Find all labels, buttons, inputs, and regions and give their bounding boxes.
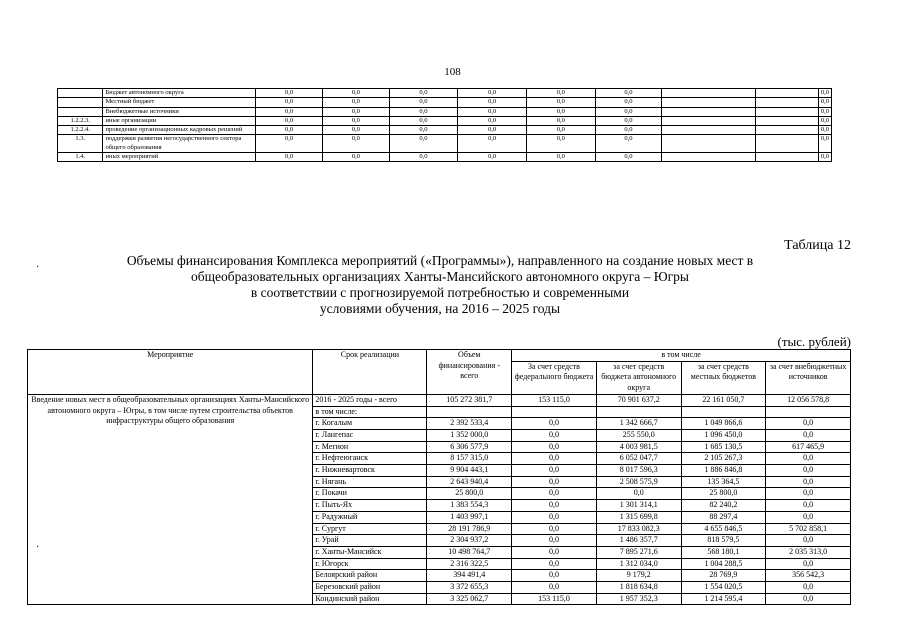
cell-local: 1 004 288,5	[681, 558, 766, 570]
header-volume: Объем финансирования - всего	[427, 350, 512, 395]
row-value: 0,0	[595, 89, 662, 98]
row-value	[756, 89, 819, 98]
cell-regional: 1 312 034,0	[596, 558, 681, 570]
row-value: 0,0	[322, 98, 389, 107]
row-number	[58, 89, 103, 98]
cell-local: 1 214 595,4	[681, 593, 766, 605]
cell-extra: 0,0	[766, 465, 851, 477]
cell-regional: 1 342 666,7	[596, 418, 681, 430]
cell-volume: 2 643 940,4	[427, 476, 512, 488]
cell-local: 568 180,1	[681, 546, 766, 558]
table-row	[58, 135, 832, 153]
cell-regional: 9 179,2	[596, 570, 681, 582]
row-value: 0,0	[818, 126, 831, 135]
cell-local: 1 554 020,5	[681, 582, 766, 594]
row-value: 0,0	[526, 107, 595, 116]
row-value: 0,0	[526, 135, 595, 153]
row-value: 0,0	[595, 98, 662, 107]
table-row	[58, 98, 832, 107]
row-number	[58, 98, 103, 107]
cell-federal: 0,0	[512, 523, 597, 535]
cell-extra: 0,0	[766, 558, 851, 570]
cell-federal: 0,0	[512, 535, 597, 547]
row-value: 0,0	[389, 107, 458, 116]
cell-volume: 2 316 322,5	[427, 558, 512, 570]
table-title	[60, 253, 820, 317]
cell-regional: 17 833 082,3	[596, 523, 681, 535]
cell-local: 1 049 866,6	[681, 418, 766, 430]
row-value	[756, 153, 819, 162]
row-value: 0,0	[256, 89, 323, 98]
header-local: за счет средств местных бюджетов	[681, 361, 766, 394]
cell-extra: 0,0	[766, 488, 851, 500]
cell-regional: 1 818 634,8	[596, 582, 681, 594]
cell-local: 82 240,2	[681, 500, 766, 512]
row-value	[756, 107, 819, 116]
cell-regional: 6 052 047,7	[596, 453, 681, 465]
row-number: 1.4.	[58, 153, 103, 162]
cell-name: г. Нижневартовск	[313, 465, 427, 477]
total-volume: 105 272 381,7	[427, 394, 512, 406]
row-value: 0,0	[458, 89, 527, 98]
cell-local: 818 579,5	[681, 535, 766, 547]
cell-regional: 8 017 596,3	[596, 465, 681, 477]
continuation-table	[57, 88, 832, 162]
cell-extra: 0,0	[766, 453, 851, 465]
title-line: Объемы финансирования Комплекса мероприятий («Программы»), направленного на создание новых мест в	[126, 253, 754, 268]
header-period: Срок реализации	[313, 350, 427, 395]
cell-federal: 0,0	[512, 453, 597, 465]
total-period: 2016 - 2025 годы - всего	[313, 394, 427, 406]
empty-cell	[662, 153, 756, 162]
cell-volume: 394 491,4	[427, 570, 512, 582]
cell-regional: 1 486 357,7	[596, 535, 681, 547]
row-value	[756, 98, 819, 107]
row-value: 0,0	[322, 153, 389, 162]
cell-regional: 1 957 352,3	[596, 593, 681, 605]
cell-federal: 0,0	[512, 546, 597, 558]
cell-name: г. Когалым	[313, 418, 427, 430]
row-value: 0,0	[322, 89, 389, 98]
cell-federal: 0,0	[512, 476, 597, 488]
cell-extra: 2 035 313,0	[766, 546, 851, 558]
row-value: 0,0	[526, 153, 595, 162]
row-value: 0,0	[818, 98, 831, 107]
row-name: Внебюджетные источники	[103, 107, 256, 116]
cell-volume: 10 498 764,7	[427, 546, 512, 558]
cell-volume: 25 800,0	[427, 488, 512, 500]
cell-extra: 617 465,9	[766, 441, 851, 453]
header-federal: За счет средств федерального бюджета	[512, 361, 597, 394]
row-value: 0,0	[322, 126, 389, 135]
cell-federal: 0,0	[512, 429, 597, 441]
cell-name: г. Ханты-Мансийск	[313, 546, 427, 558]
row-value: 0,0	[526, 98, 595, 107]
cell-volume: 2 304 937,2	[427, 535, 512, 547]
cell-name: Белоярский район	[313, 570, 427, 582]
cell-local: 135 364,5	[681, 476, 766, 488]
measure-description: Введение новых мест в общеобразовательных организациях Ханты-Мансийского автономного округа – Югры, в том числе путем строительства объектов инфраструктуры общего образования	[28, 394, 313, 605]
row-value: 0,0	[256, 135, 323, 153]
table-row	[58, 116, 832, 125]
row-value: 0,0	[256, 116, 323, 125]
row-value: 0,0	[595, 116, 662, 125]
cell-volume: 1 383 554,3	[427, 500, 512, 512]
cell-regional: 4 003 981,5	[596, 441, 681, 453]
row-value: 0,0	[818, 135, 831, 153]
cell-extra: 5 702 858,1	[766, 523, 851, 535]
row-value: 0,0	[458, 98, 527, 107]
cell-extra: 0,0	[766, 500, 851, 512]
row-number: 1.2.2.3.	[58, 116, 103, 125]
scan-dot: ·	[36, 262, 40, 273]
cell-volume: 1 403 997,1	[427, 511, 512, 523]
table-row	[58, 153, 832, 162]
cell-volume: 1 352 000,0	[427, 429, 512, 441]
empty-cell	[662, 107, 756, 116]
cell-volume: 3 372 655,3	[427, 582, 512, 594]
cell-name: г. Лангепас	[313, 429, 427, 441]
cell-federal: 153 115,0	[512, 593, 597, 605]
table-row	[58, 107, 832, 116]
row-value: 0,0	[256, 107, 323, 116]
cell-name: г. Нефтеюганск	[313, 453, 427, 465]
including-label: в том числе:	[313, 406, 427, 418]
table-label: Таблица 12	[784, 238, 851, 253]
cell-extra: 0,0	[766, 535, 851, 547]
table-row	[58, 89, 832, 98]
cell-extra: 0,0	[766, 429, 851, 441]
cell-extra: 0,0	[766, 582, 851, 594]
empty-cell	[662, 89, 756, 98]
row-value: 0,0	[256, 153, 323, 162]
row-value: 0,0	[389, 135, 458, 153]
cell-federal: 0,0	[512, 441, 597, 453]
title-line: условиями обучения, на 2016 – 2025 годы	[319, 301, 561, 316]
financing-table	[27, 349, 851, 605]
row-name: Местный бюджет	[103, 98, 256, 107]
title-line: общеобразовательных организациях Ханты-Мансийского автономного округа – Югры	[191, 269, 689, 284]
total-federal: 153 115,0	[512, 394, 597, 406]
cell-name: Кондинский район	[313, 593, 427, 605]
row-name: проведение организационных кадровых решений	[103, 126, 256, 135]
row-value: 0,0	[389, 98, 458, 107]
cell-extra: 0,0	[766, 511, 851, 523]
row-value: 0,0	[526, 126, 595, 135]
header-extra: за счет внебюджетных источников	[766, 361, 851, 394]
row-value: 0,0	[595, 107, 662, 116]
cell-federal: 0,0	[512, 488, 597, 500]
cell-federal: 0,0	[512, 500, 597, 512]
row-value: 0,0	[595, 153, 662, 162]
cell-federal: 0,0	[512, 511, 597, 523]
row-value: 0,0	[526, 116, 595, 125]
row-value: 0,0	[322, 116, 389, 125]
row-value: 0,0	[389, 116, 458, 125]
row-value: 0,0	[458, 116, 527, 125]
cell-name: г. Югорск	[313, 558, 427, 570]
cell-name: Березовский район	[313, 582, 427, 594]
cell-volume: 8 157 315,0	[427, 453, 512, 465]
row-value: 0,0	[389, 126, 458, 135]
row-value: 0,0	[818, 89, 831, 98]
scan-dot: ·	[36, 542, 40, 553]
row-value: 0,0	[458, 135, 527, 153]
row-name: иные организации	[103, 116, 256, 125]
row-value: 0,0	[256, 98, 323, 107]
cell-regional: 255 550,0	[596, 429, 681, 441]
total-regional: 70 901 637,2	[596, 394, 681, 406]
cell-regional: 1 301 314,1	[596, 500, 681, 512]
cell-volume: 9 904 443,1	[427, 465, 512, 477]
row-value: 0,0	[595, 135, 662, 153]
cell-regional: 7 895 271,6	[596, 546, 681, 558]
cell-local: 1 685 130,5	[681, 441, 766, 453]
cell-federal: 0,0	[512, 465, 597, 477]
row-value: 0,0	[595, 126, 662, 135]
row-name: Бюджет автономного округа	[103, 89, 256, 98]
row-number	[58, 107, 103, 116]
row-value: 0,0	[389, 89, 458, 98]
cell-name: г. Пыть-Ях	[313, 500, 427, 512]
row-value: 0,0	[458, 153, 527, 162]
cell-name: г. Нягань	[313, 476, 427, 488]
cell-name: г. Покачи	[313, 488, 427, 500]
cell-local: 4 655 846,5	[681, 523, 766, 535]
empty-cell	[662, 135, 756, 153]
empty-cell	[662, 98, 756, 107]
cell-extra: 0,0	[766, 418, 851, 430]
row-value: 0,0	[818, 153, 831, 162]
cell-name: г. Сургут	[313, 523, 427, 535]
unit-label: (тыс. рублей)	[777, 334, 851, 349]
row-value: 0,0	[322, 135, 389, 153]
row-value: 0,0	[818, 107, 831, 116]
row-value	[756, 135, 819, 153]
cell-extra: 356 542,3	[766, 570, 851, 582]
row-name: поддержки развития негосударственного сектора общего образования	[103, 135, 256, 153]
table-row	[58, 126, 832, 135]
cell-local: 28 769,9	[681, 570, 766, 582]
row-number: 1.2.2.4.	[58, 126, 103, 135]
row-value: 0,0	[389, 153, 458, 162]
cell-volume: 3 325 062,7	[427, 593, 512, 605]
cell-federal: 0,0	[512, 558, 597, 570]
cell-regional: 2 508 575,9	[596, 476, 681, 488]
cell-local: 25 800,0	[681, 488, 766, 500]
row-value	[756, 126, 819, 135]
row-value: 0,0	[458, 126, 527, 135]
empty-cell	[662, 126, 756, 135]
cell-extra: 0,0	[766, 476, 851, 488]
row-value: 0,0	[458, 107, 527, 116]
cell-volume: 6 306 577,9	[427, 441, 512, 453]
page-number: 108	[444, 66, 461, 78]
header-including: в том числе	[512, 350, 851, 362]
row-value	[756, 116, 819, 125]
header-measure: Мероприятие	[28, 350, 313, 395]
cell-local: 88 297,4	[681, 511, 766, 523]
total-local: 22 161 050,7	[681, 394, 766, 406]
row-number: 1.3.	[58, 135, 103, 153]
total-extra: 12 056 578,8	[766, 394, 851, 406]
cell-regional: 0,0	[596, 488, 681, 500]
row-value: 0,0	[818, 116, 831, 125]
row-value: 0,0	[256, 126, 323, 135]
cell-volume: 2 392 533,4	[427, 418, 512, 430]
cell-federal: 0,0	[512, 570, 597, 582]
cell-name: г. Радужный	[313, 511, 427, 523]
header-regional: за счет средств бюджета автономного округа	[596, 361, 681, 394]
cell-local: 1 886 846,8	[681, 465, 766, 477]
cell-regional: 1 315 699,8	[596, 511, 681, 523]
title-line: в соответствии с прогнозируемой потребностью и современными	[250, 285, 630, 300]
cell-federal: 0,0	[512, 582, 597, 594]
row-value: 0,0	[322, 107, 389, 116]
cell-local: 2 105 267,3	[681, 453, 766, 465]
cell-federal: 0,0	[512, 418, 597, 430]
row-value: 0,0	[526, 89, 595, 98]
row-name: иных мероприятий	[103, 153, 256, 162]
cell-name: г. Урай	[313, 535, 427, 547]
cell-local: 1 096 450,0	[681, 429, 766, 441]
cell-name: г. Мегион	[313, 441, 427, 453]
cell-volume: 28 191 786,9	[427, 523, 512, 535]
cell-extra: 0,0	[766, 593, 851, 605]
empty-cell	[662, 116, 756, 125]
